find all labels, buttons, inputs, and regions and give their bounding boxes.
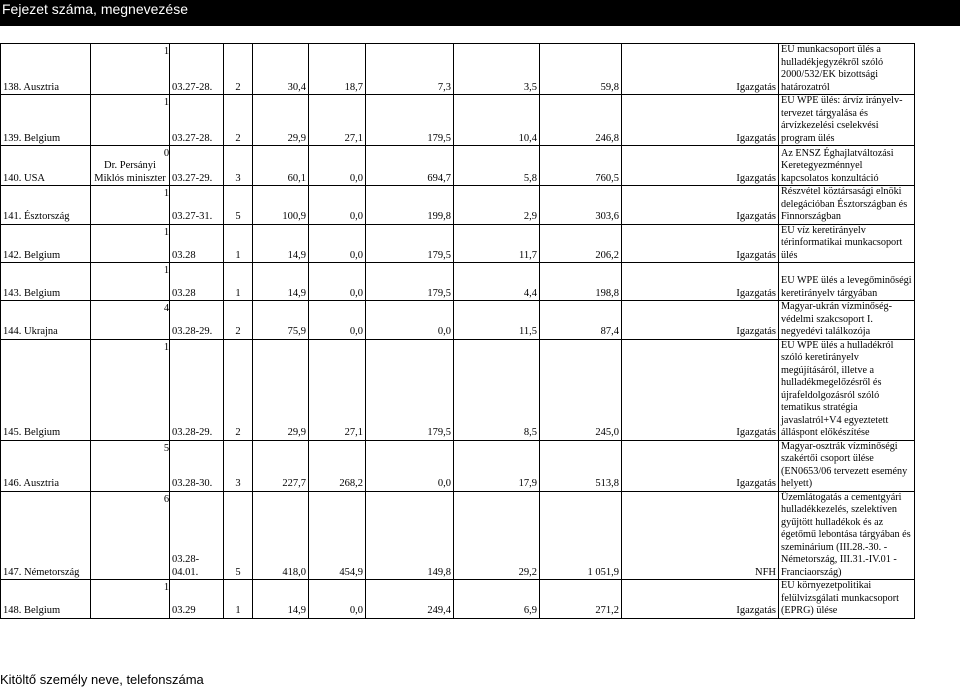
- date-cell: 03.27-29. 0: [170, 146, 224, 186]
- total-cell: 246,8: [540, 95, 622, 146]
- country-cell: 141. Észtország: [1, 186, 91, 225]
- type-cell: Igazgatás: [622, 440, 779, 491]
- country-cell: 142. Belgium: [1, 224, 91, 263]
- description-cell: EU környezetpolitikai felülvizsgálati munkacsoport (EPRG) ülése: [779, 580, 915, 619]
- description-cell: Az ENSZ Éghajlatváltozási Keretegyezménnyel kapcsolatos konzultáció: [779, 146, 915, 186]
- value-cell: 18,7: [309, 44, 366, 95]
- type-cell: Igazgatás: [622, 146, 779, 186]
- value-cell: 179,5: [366, 224, 454, 263]
- count-cell: 3: [224, 146, 253, 186]
- date-cell: 03.27-28. 1: [170, 95, 224, 146]
- count-cell: 5: [224, 186, 253, 225]
- chapter-title: Fejezet száma, megnevezése: [2, 1, 188, 17]
- count-cell: 1: [224, 263, 253, 301]
- value-cell: 179,5: [366, 263, 454, 301]
- value-cell: 14,9: [253, 263, 309, 301]
- value-cell: 179,5: [366, 95, 454, 146]
- country-cell: 147. Németország: [1, 491, 91, 580]
- total-cell: 87,4: [540, 301, 622, 340]
- date-cell: 03.28-04.01. 6: [170, 491, 224, 580]
- country-cell: 138. Ausztria: [1, 44, 91, 95]
- count-cell: 3: [224, 440, 253, 491]
- count-cell: 5: [224, 491, 253, 580]
- description-cell: EU WPE ülés a hulladékról szóló keretirányelv megújításáról, illetve a hulladékmegelőzésről és újrafeldolgozásról szóló tematikus stratégia javaslatról+V4 egyeztetett álláspont előkészítése: [779, 339, 915, 440]
- table-row: [1, 580, 915, 619]
- value-cell: 0,0: [366, 301, 454, 340]
- value-cell: 249,4: [366, 580, 454, 619]
- row-top-number: 4: [163, 303, 170, 314]
- table-row: [1, 44, 915, 95]
- value-cell: 8,5: [454, 339, 540, 440]
- value-cell: 60,1: [253, 146, 309, 186]
- value-cell: 11,7: [454, 224, 540, 263]
- country-cell: 146. Ausztria: [1, 440, 91, 491]
- description-cell: Magyar-ukrán vízminőség-védelmi szakcsoport I. negyedévi találkozója: [779, 301, 915, 340]
- row-top-number: 1: [163, 226, 170, 238]
- total-cell: 198,8: [540, 263, 622, 301]
- type-cell: Igazgatás: [622, 95, 779, 146]
- value-cell: 5,8: [454, 146, 540, 186]
- row-top-number: 6: [163, 493, 170, 505]
- country-cell: 139. Belgium: [1, 95, 91, 146]
- type-cell: Igazgatás: [622, 186, 779, 225]
- value-cell: 268,2: [309, 440, 366, 491]
- description-cell: Magyar-osztrák vízminőségi szakértői csoport ülése (EN0653/06 tervezett esemény helyett): [779, 440, 915, 491]
- value-cell: 0,0: [309, 263, 366, 301]
- date-cell: 03.27-28. 1: [170, 44, 224, 95]
- count-cell: 2: [224, 339, 253, 440]
- value-cell: 418,0: [253, 491, 309, 580]
- value-cell: 75,9: [253, 301, 309, 340]
- table-row: [1, 224, 915, 263]
- count-cell: 2: [224, 44, 253, 95]
- table-row: [1, 146, 915, 186]
- table-row: [1, 301, 915, 340]
- total-cell: 271,2: [540, 580, 622, 619]
- value-cell: 27,1: [309, 95, 366, 146]
- total-cell: 1 051,9: [540, 491, 622, 580]
- table-row: [1, 263, 915, 301]
- value-cell: 3,5: [454, 44, 540, 95]
- row-top-number: 1: [163, 341, 170, 353]
- value-cell: 30,4: [253, 44, 309, 95]
- row-top-number: 1: [163, 97, 170, 108]
- value-cell: 11,5: [454, 301, 540, 340]
- value-cell: 0,0: [309, 580, 366, 619]
- total-cell: 513,8: [540, 440, 622, 491]
- value-cell: 0,0: [366, 440, 454, 491]
- date-cell: 03.28-30. 5: [170, 440, 224, 491]
- description-cell: EU WPE ülés a levegőminőségi keretirányelv tárgyában: [779, 263, 915, 301]
- date-cell: 03.29 1: [170, 580, 224, 619]
- value-cell: 0,0: [309, 186, 366, 225]
- type-cell: NFH: [622, 491, 779, 580]
- date-cell: 03.28 1: [170, 224, 224, 263]
- value-cell: 27,1: [309, 339, 366, 440]
- row-top-number: 1: [163, 265, 170, 276]
- count-cell: 1: [224, 224, 253, 263]
- total-cell: 206,2: [540, 224, 622, 263]
- description-cell: EU munkacsoport ülés a hulladékjegyzékről szóló 2000/532/EK bizottsági határozatról: [779, 44, 915, 95]
- value-cell: 199,8: [366, 186, 454, 225]
- country-cell: 145. Belgium: [1, 339, 91, 440]
- value-cell: 29,2: [454, 491, 540, 580]
- value-cell: 7,3: [366, 44, 454, 95]
- value-cell: 29,9: [253, 95, 309, 146]
- date-cell: 03.28 1: [170, 263, 224, 301]
- value-cell: 0,0: [309, 224, 366, 263]
- value-cell: 0,0: [309, 301, 366, 340]
- country-cell: 143. Belgium: [1, 263, 91, 301]
- type-cell: Igazgatás: [622, 580, 779, 619]
- chapter-title-bar: [0, 0, 960, 26]
- value-cell: 6,9: [454, 580, 540, 619]
- value-cell: 4,4: [454, 263, 540, 301]
- total-cell: 303,6: [540, 186, 622, 225]
- filler-label: Kitöltő személy neve, telefonszáma: [0, 672, 204, 687]
- value-cell: 14,9: [253, 224, 309, 263]
- table-row: [1, 95, 915, 146]
- total-cell: 760,5: [540, 146, 622, 186]
- row-top-number: 5: [163, 442, 170, 454]
- value-cell: 149,8: [366, 491, 454, 580]
- person-cell: Dr. Persányi Miklós miniszter: [91, 146, 170, 186]
- person-cell: [91, 339, 170, 440]
- description-cell: EU WPE ülés: árvíz irányelv-tervezet tárgyalása és árvízkezelési cselekvési program ülés: [779, 95, 915, 146]
- country-cell: 140. USA: [1, 146, 91, 186]
- type-cell: Igazgatás: [622, 339, 779, 440]
- total-cell: 59,8: [540, 44, 622, 95]
- count-cell: 1: [224, 580, 253, 619]
- country-cell: 144. Ukrajna: [1, 301, 91, 340]
- value-cell: 179,5: [366, 339, 454, 440]
- travel-table: [0, 43, 915, 619]
- value-cell: 0,0: [309, 146, 366, 186]
- table-row: [1, 339, 915, 440]
- value-cell: 694,7: [366, 146, 454, 186]
- row-top-number: 1: [163, 188, 170, 199]
- value-cell: 14,9: [253, 580, 309, 619]
- country-cell: 148. Belgium: [1, 580, 91, 619]
- type-cell: Igazgatás: [622, 263, 779, 301]
- date-cell: 03.28-29. 4: [170, 301, 224, 340]
- date-cell: 03.27-31. 1: [170, 186, 224, 225]
- description-cell: Üzemlátogatás a cementgyári hulladékkezelés, szelektíven gyűjtött hulladékok és az égetőmű lebontása tárgyában és szeminárium (III.28.-30. - Németország, III.31.-IV.01 - Franciaország): [779, 491, 915, 580]
- value-cell: 454,9: [309, 491, 366, 580]
- value-cell: 227,7: [253, 440, 309, 491]
- table-row: [1, 491, 915, 580]
- row-top-number: 0: [163, 148, 170, 159]
- table-row: [1, 440, 915, 491]
- type-cell: Igazgatás: [622, 44, 779, 95]
- row-top-number: 1: [163, 582, 170, 593]
- value-cell: 100,9: [253, 186, 309, 225]
- description-cell: EU víz keretirányelv térinformatikai munkacsoport ülés: [779, 224, 915, 263]
- total-cell: 245,0: [540, 339, 622, 440]
- count-cell: 2: [224, 95, 253, 146]
- description-cell: Részvétel köztársasági elnöki delegációban Észtországban és Finnországban: [779, 186, 915, 225]
- value-cell: 10,4: [454, 95, 540, 146]
- row-top-number: 1: [163, 46, 170, 57]
- value-cell: 29,9: [253, 339, 309, 440]
- value-cell: 17,9: [454, 440, 540, 491]
- date-cell: 03.28-29. 1: [170, 339, 224, 440]
- table-row: [1, 186, 915, 225]
- value-cell: 2,9: [454, 186, 540, 225]
- type-cell: Igazgatás: [622, 224, 779, 263]
- count-cell: 2: [224, 301, 253, 340]
- type-cell: Igazgatás: [622, 301, 779, 340]
